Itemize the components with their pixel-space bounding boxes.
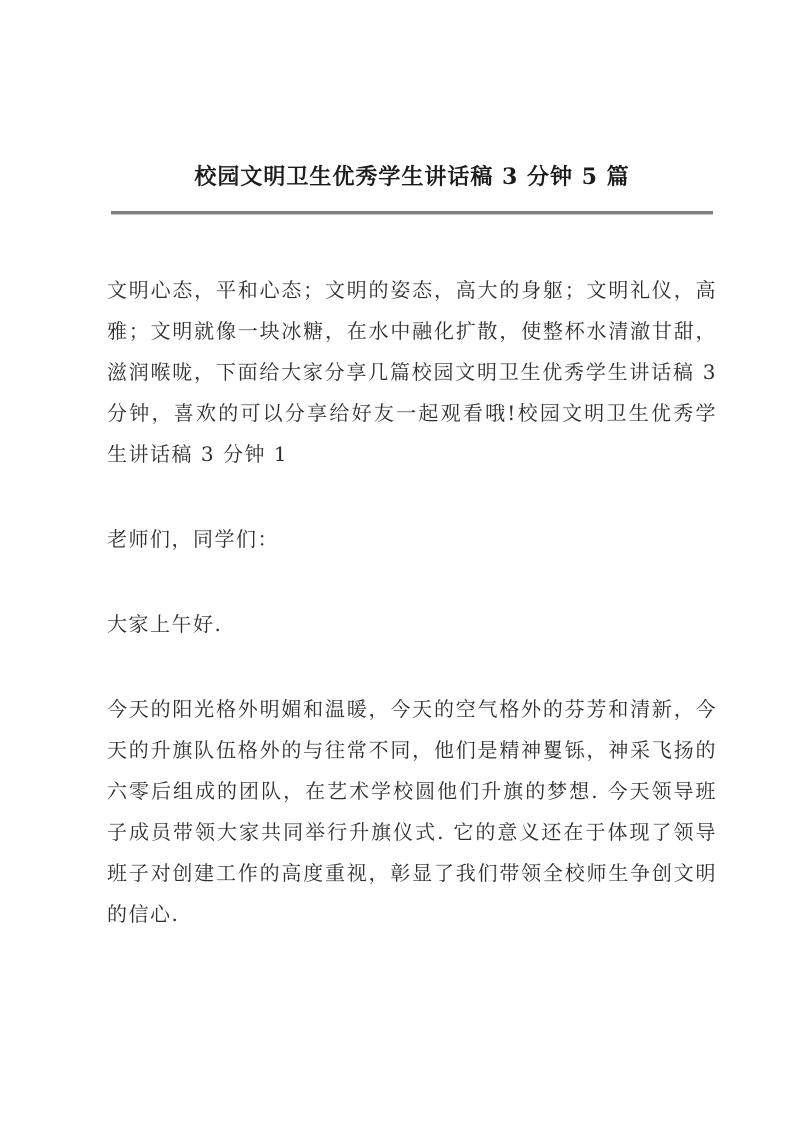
paragraph: 文明心态，平和心态；文明的姿态，高大的身躯；文明礼仪，高雅；文明就像一块冰糖，在水中融化扩散，使整杯水清澈甘甜，滋润喉咙，下面给大家分享几篇校园文明卫生优秀学生讲话稿 3 分钟，喜欢的可以分享给好友一起观看哦!校园文明卫生优秀学生讲话稿 3 分钟 1 <box>107 278 717 466</box>
paragraph: 今天的阳光格外明媚和温暖，今天的空气格外的芬芳和清新，今天的升旗队伍格外的与往常不同，他们是精神矍铄，神采飞扬的六零后组成的团队，在艺术学校圆他们升旗的梦想. 今天领导班子成员带领大家共同举行升旗仪式. 它的意义还在于体现了领导班子对创建工作的高度重视，彰显了我们带领全校师生争创文明的信心. <box>107 697 717 926</box>
document-body <box>107 270 717 935</box>
title-divider-rule <box>111 211 713 215</box>
document-content <box>107 0 717 935</box>
paragraph: 老师们，同学们： <box>107 527 279 551</box>
document-title: 校园文明卫生优秀学生讲话稿 3 分钟 5 篇 <box>194 164 630 190</box>
paragraph: 大家上午好. <box>107 612 223 636</box>
